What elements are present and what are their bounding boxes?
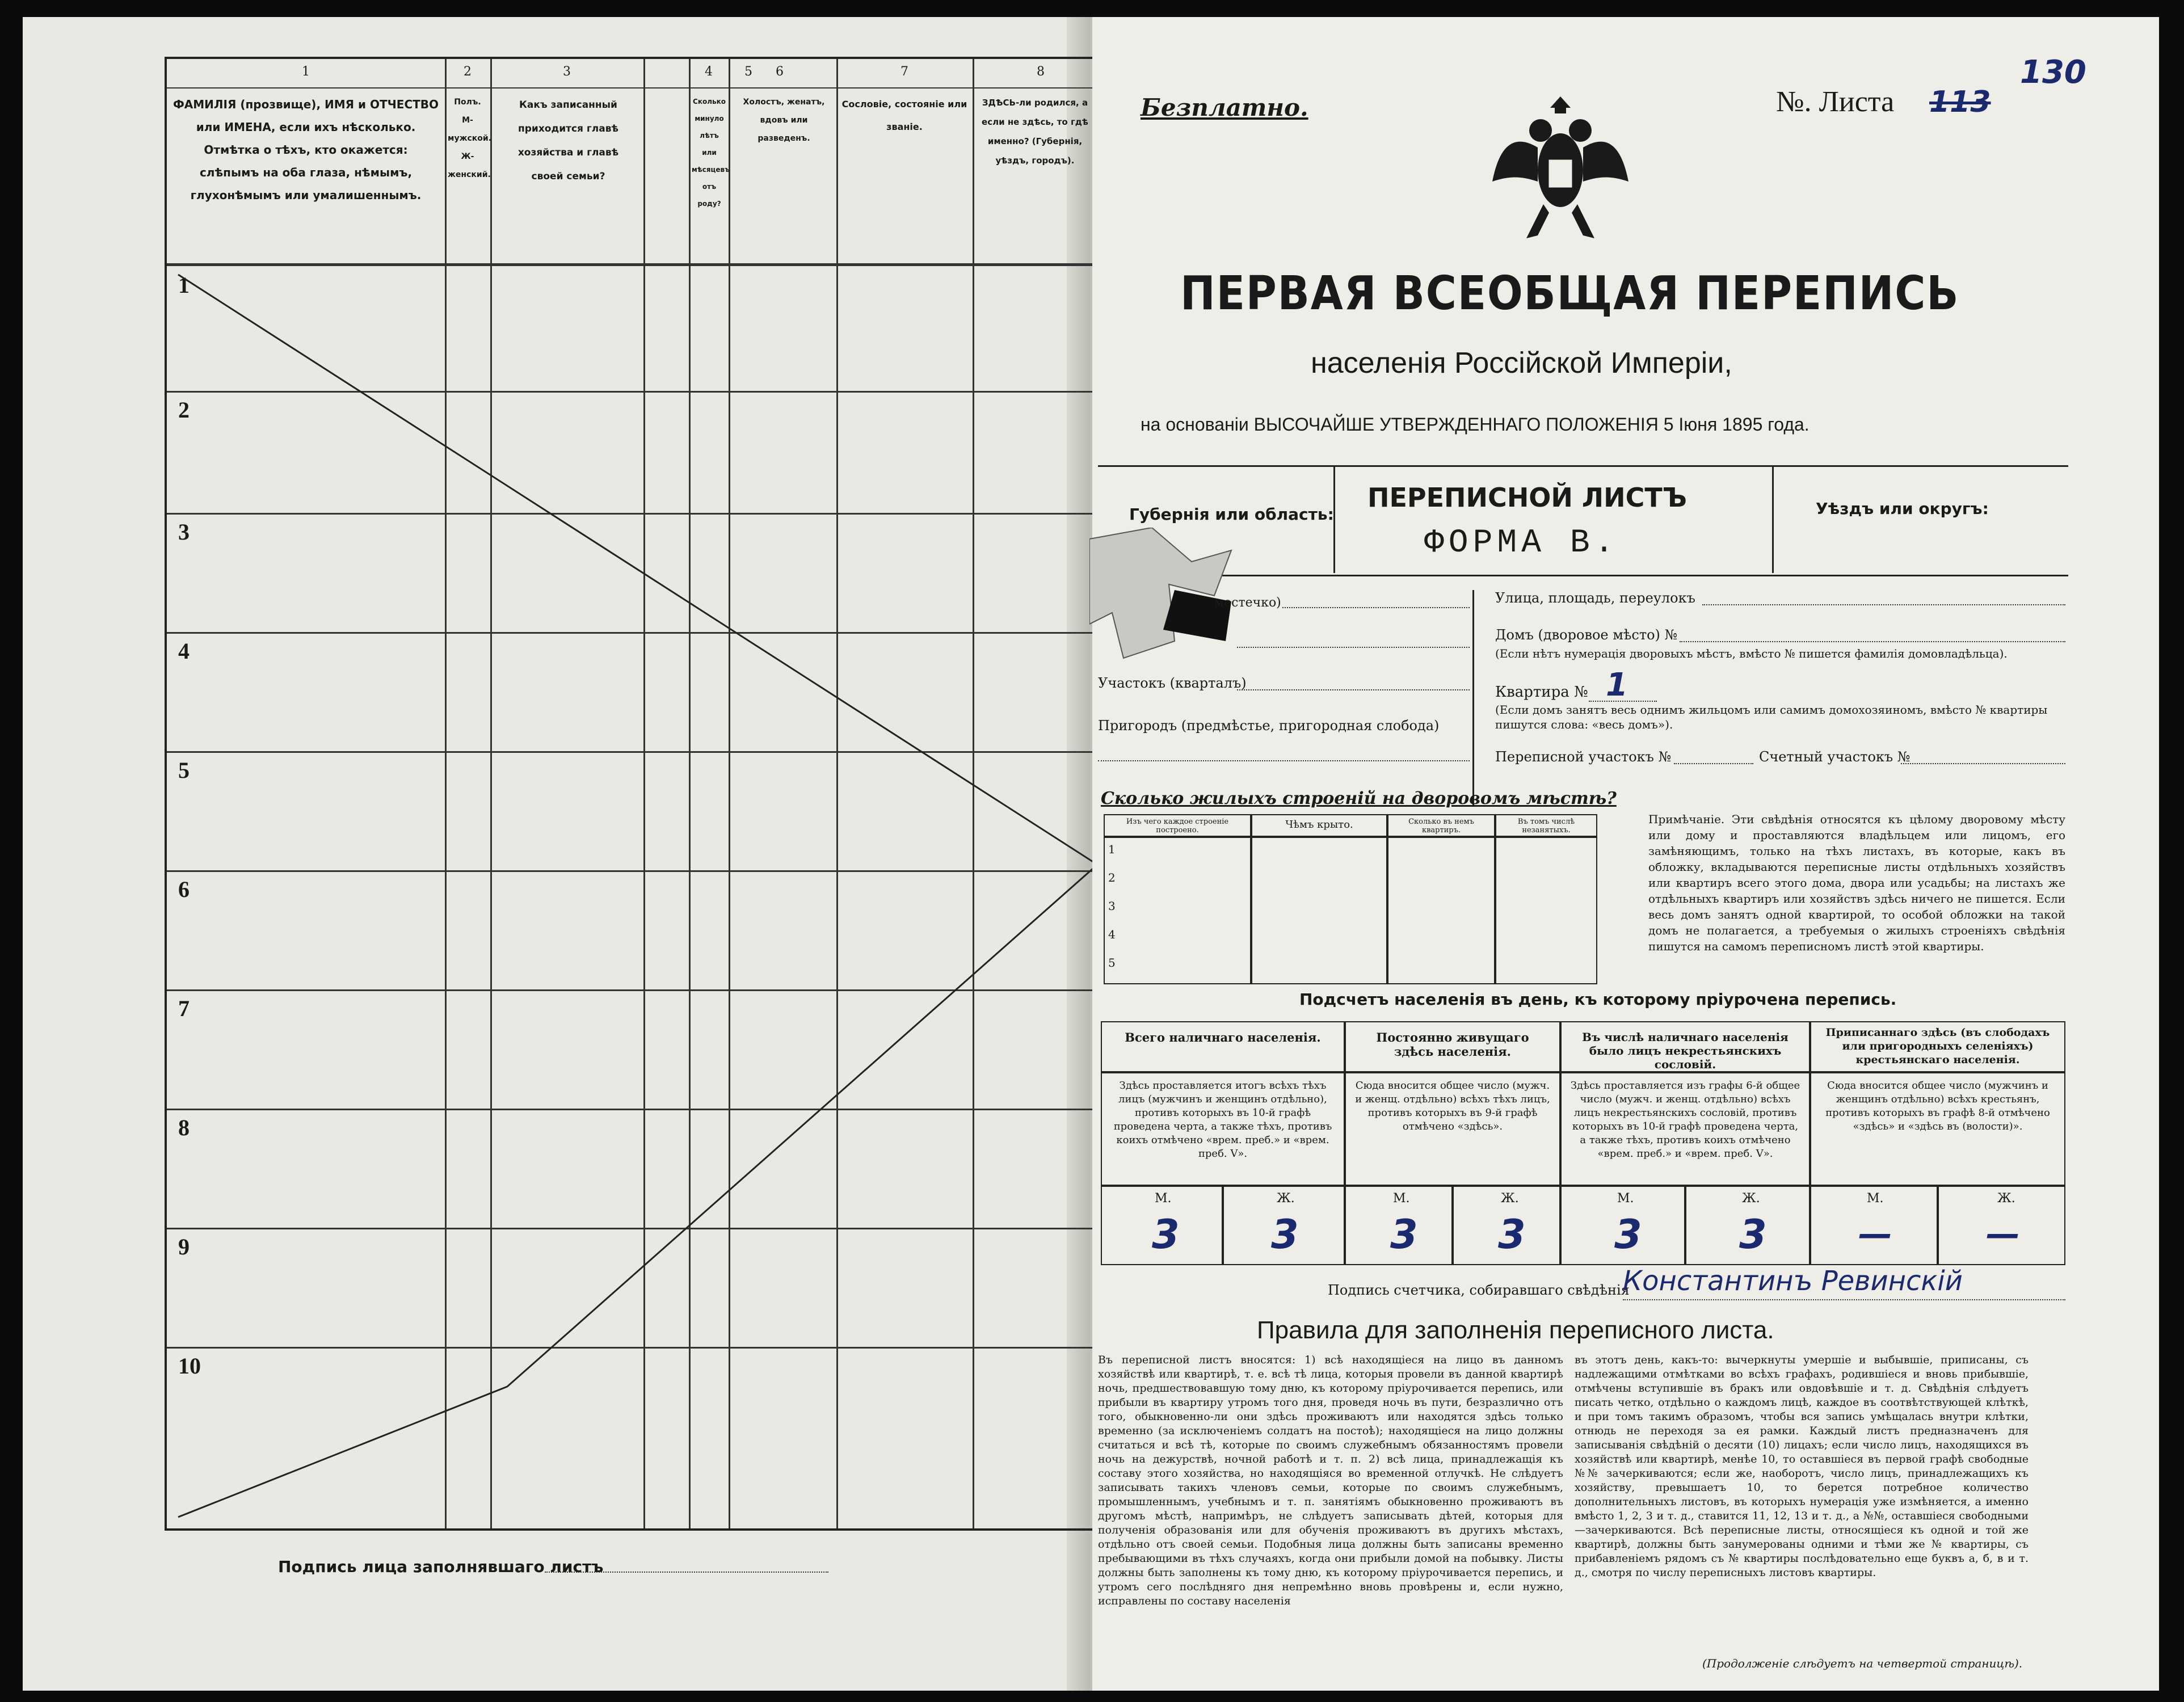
row-number: 9 [178,1234,190,1259]
page-title: ПЕРВАЯ ВСЕОБЩАЯ ПЕРЕПИСЬ [1180,267,1960,321]
rules-right-column: въ этотъ день, какъ-то: вычеркнуты умершіе и выбывшіе, приписаны, съ надлежащими отмѣтками во всѣхъ графахъ, родившіеся и вновь прибывшіе, отмѣчены вступившіе въ бракъ или овдовѣвшіе и т. д. Свѣдѣнія слѣдуетъ писать четко, отдѣльно о каждомъ лицѣ, каждое въ соотвѣтствующей клѣткѣ, и при томъ такимъ образомъ, чтобы вся запись умѣщалась внутри клѣтки, отнюдь не переходя за ея рамки. Каждый листъ предназначенъ для записыванія свѣдѣній о десяти (10) лицахъ; если число лицъ, находящихся въ хозяйствѣ или квартирѣ, менѣе 10, то оставшіеся въ первой графѣ свободные №№ зачеркиваются; если же, наоборотъ, число лицъ, принадлежащихъ къ хозяйству, превышаетъ 10, то берется потребное количество дополнительныхъ листовъ, въ которыхъ нумерація уже измѣняется, а именно вмѣсто 1, 2, 3 и т. д., ставится 11, 12, 13 и т. д., а №№, оставшіеся свободными—зачеркиваются. Всѣ переписные листы, относящіеся къ одной и той же квартирѣ, должны быть занумерованы одними и тѣми же № квартиры, съ прибавленіемъ рядомъ съ № квартиры послѣдовательно еще буквъ а, б, в и т. д., смотря по числу переписныхъ листовъ квартиры. [1575,1354,2029,1579]
count-value: 3 [1390,1211,1418,1258]
enumerator-signature: Константинъ Ревинскій [1623,1265,1963,1297]
row-number: 4 [178,638,190,664]
count-subheader: М. [1155,1191,1172,1206]
buildings-col [1251,837,1387,984]
row-number: 7 [178,996,190,1021]
buildings-col [1104,837,1251,984]
cancel-strokes [167,263,1097,1528]
quarter-label: Участокъ (кварталъ) [1098,675,1247,691]
row-number: 10 [178,1353,201,1379]
header-separator [167,87,1097,89]
header-sex: Полъ. М-мужской. Ж-женский. [448,98,492,179]
count-subheader: М. [1617,1191,1634,1206]
count-subheader: М. [1867,1191,1884,1206]
column-number: 4 [705,65,713,79]
buildings-row-number: 3 [1108,899,1116,913]
suburb-line [1098,760,1470,761]
row-number: 8 [178,1115,190,1140]
count-value: 3 [1271,1211,1299,1258]
count-header: Въ числѣ наличнаго населенія было лицъ некрестьянскихъ сословій. [1560,1021,1810,1072]
street-line [1702,604,2065,605]
left-signature-label: Подпись лица заполнявшаго листъ [278,1557,604,1576]
count-value: 3 [1614,1211,1642,1258]
count-subheader: Ж. [1501,1191,1519,1206]
count-title: Подсчетъ населенія въ день, къ которому пріурочена перепись. [1299,990,1897,1009]
count-value: 3 [1498,1211,1526,1258]
house-note: (Если нѣтъ нумерація дворовыхъ мѣстъ, вмѣсто № пишется фамилія домовладѣльца). [1495,647,2008,660]
counting-area-line [1901,763,2065,764]
district-label: Уѣздъ или округъ: [1816,499,1989,518]
count-header: Постоянно живущаго здѣсь населенія. [1345,1021,1560,1072]
buildings-note: Примѣчаніе. Эти свѣдѣнія относятся къ цѣлому дворовому мѣсту или дому и проставляются владѣльцем или лицомъ, его замѣняющимъ, только на тѣхъ листахъ, въ которые, какъ въ обложку, вкладываются переписные листы отдѣльныхъ хозяйствъ или квартиръ всего этого дома, двора или усадьбы; на листахъ же отдѣльныхъ квартиръ или хозяйствъ здѣсь ничего не пишется. Если весь домъ занятъ одной квартирой, то особой обложки на такой домъ не полагается, а требуемыя о жилыхъ строеніяхъ свѣдѣнія пишутся на самомъ переписномъ листѣ этой квартиры. [1648,812,2065,953]
buildings-row-number: 2 [1108,871,1116,884]
imperial-eagle-emblem [1487,85,1634,255]
count-note: Сюда вносится общее число (мужч. и женщ. отдѣльно) всѣхъ тѣхъ лицъ, противъ которыхъ въ 9-й графѣ отмѣчено «здѣсь». [1345,1072,1560,1186]
buildings-row-number: 4 [1108,928,1116,941]
form-name: ФОРМА В. [1424,525,1619,562]
count-value: 3 [1739,1211,1767,1258]
apartment-note: (Если домъ занятъ весь однимъ жильцомъ или самимъ домохозяиномъ, вмѣсто № квартиры пишутся слова: «весь домъ»). [1495,703,2048,731]
buildings-header: Чѣмъ крыто. [1251,814,1387,837]
header-estate: Сословіе, состояніе или званіе. [841,99,967,132]
column-number: 5 [744,65,752,79]
count-header: Приписаннаго здѣсь (въ слободахъ или пригородныхъ селеніяхъ) крестьянскаго населенія. [1810,1021,2065,1072]
count-value: — [1858,1214,1892,1254]
header-name: ФАМИЛІЯ (прозвище), ИМЯ и ОТЧЕСТВО или ИМЕНА, если ихъ нѣсколько. Отмѣтка о тѣхъ, кто окажется: слѣпымъ на оба глаза, нѣмымъ, глухонѣмымъ или умалишеннымъ. [172,98,439,202]
house-label: Домъ (дворовое мѣсто) № [1495,627,1678,643]
census-area-line [1674,763,1753,764]
enumerator-line [1623,1299,2065,1300]
row-number: 3 [178,519,190,545]
column-number: 7 [900,65,908,79]
row-number: 1 [178,272,190,298]
count-header: Всего наличнаго населенія. [1101,1021,1345,1072]
buildings-header: Изъ чего каждое строеніе построено. [1104,814,1251,837]
count-table [1101,1021,2065,1265]
buildings-header: Въ томъ числѣ незанятыхъ. [1495,814,1597,837]
count-subheader: Ж. [1997,1191,2015,1206]
header-marital: Холостъ, женатъ, вдовъ или разведенъ. [743,98,825,143]
column-number: 6 [776,65,784,79]
apartment-line [1589,701,1657,702]
count-note: Здѣсь проставляется изъ графы 6-й общее число (мужч. и женщ. отдѣльно) всѣхъ лицъ некрестьянскихъ сословій, противъ которыхъ въ 10-й графѣ проведена черта, а также тѣхъ, противъ коихъ отмѣчено «врем. преб.» и «врем. преб. V». [1560,1072,1810,1186]
quarter-line [1237,689,1470,690]
page-subtitle: населенія Россійской Имперіи, [1311,347,1732,380]
buildings-header: Сколько въ немъ квартиръ. [1387,814,1495,837]
count-subheader: Ж. [1742,1191,1760,1206]
column-number: 8 [1037,65,1045,79]
apartment-label: Квартира № [1495,684,1588,701]
buildings-row-number: 5 [1108,956,1116,970]
street-label: Улица, площадь, переулокъ [1495,590,1695,606]
buildings-col [1387,837,1495,984]
form-title: ПЕРЕПИСНОЙ ЛИСТЪ [1367,482,1687,513]
field-line [1237,647,1470,648]
row-number: 5 [178,757,190,783]
counting-area-label: Счетный участокъ № [1759,749,1911,765]
buildings-col [1495,837,1597,984]
row-number: 2 [178,397,190,423]
count-value: 3 [1152,1211,1180,1258]
header-age: Сколько минуло лѣтъ или мѣсяцевъ отъ роду? [692,98,730,208]
header-birthplace: ЗДѢСЬ-ли родился, а если не здѣсь, то гдѣ именно? (Губернія, уѣздъ, городъ). [982,98,1088,166]
free-label: Безплатно. [1141,94,1308,121]
suburb-label: Пригородъ (предмѣстье, пригородная слобода) [1098,718,1440,734]
left-signature-line [545,1572,828,1573]
count-note: Здѣсь проставляется итогъ всѣхъ тѣхъ лицъ (мужчинъ и женщинъ отдѣльно), противъ которыхъ въ 10-й графѣ проведена черта, а также тѣхъ, противъ коихъ отмѣчено «врем. преб.» и «врем. преб. V». [1101,1072,1345,1186]
rules-title: Правила для заполненія переписного листа. [1257,1316,1774,1344]
count-value: — [1986,1214,2020,1254]
field-divider [1472,590,1474,806]
column-number: 2 [464,65,472,79]
count-subheader: М. [1393,1191,1410,1206]
buildings-row-number: 1 [1108,842,1116,856]
count-subheader: Ж. [1277,1191,1295,1206]
sheet-number-corner: 130 [2020,54,2086,91]
sheet-number-crossed: 113 [1929,85,1991,119]
apartment-value: 1 [1606,667,1628,703]
town-label: местечко) [1214,596,1281,610]
census-area-label: Переписной участокъ № [1495,749,1672,765]
house-line [1680,641,2065,642]
buildings-question: Сколько жилыхъ строеній на дворовомъ мѣстѣ? [1101,789,1617,808]
buildings-table [1104,814,1603,984]
count-note: Сюда вносится общее число (мужчинъ и женщинъ отдѣльно) всѣхъ крестьянъ, противъ которыхъ въ графѣ 8-й отмѣчено «здѣсь» и «здѣсь въ (волости)». [1810,1072,2065,1186]
legal-basis: на основаніи ВЫСОЧАЙШЕ УТВЕРЖДЕННАГО ПОЛОЖЕНІЯ 5 Іюня 1895 года. [1141,414,1810,435]
row-number: 6 [178,877,190,902]
town-line [1282,607,1470,608]
header-relation: Какъ записанный приходится главѣ хозяйства и главѣ своей семьи? [517,99,619,182]
province-label: Губернія или область: [1129,505,1334,524]
rules-left-column: Въ переписной листъ вносятся: 1) всѣ находящіеся на лицо въ данномъ хозяйствѣ или квартирѣ, т. е. всѣ тѣ лица, которыя провели въ данной квартирѣ ночь, предшествовавшую тому дню, къ которому пріурочивается перепись, или прибыли въ квартиру утромъ того дня, проведя ночь въ пути, безразлично отъ того, обыкновенно-ли они здѣсь проживаютъ или находятся здѣсь только временно (за исключеніемъ солдатъ на постоѣ); находящіеся на лицо должны считаться и всѣ тѣ, которые по своимъ служебнымъ обязанностямъ провели ночь на дежурствѣ, ночной работѣ и т. п. 2) всѣ лица, принадлежащія къ составу этого хозяйства, но находящіяся во временной отлучкѣ. Не слѣдуетъ записывать такихъ членовъ семьи, которые по своимъ служебнымъ, промышленнымъ, учебнымъ и т. п. занятіямъ обыкновенно проживаютъ въ другомъ мѣстѣ, напримѣръ, не слѣдуетъ записывать дѣтей, которыя для полученія образованія или для обученія проживаютъ въ другихъ мѣстахъ, отдѣльно отъ своей семьи. Подобныя лица должны быть записаны временно пребывающими въ тѣхъ случаяхъ, когда они прибыли домой на побывку. Листы должны быть заполнены къ тому дню, къ которому пріурочивается перепись, и утромъ сего послѣдняго дня непремѣнно вновь провѣрены и, если нужно, исправлены по составу населенія [1098,1354,1563,1607]
column-number: 1 [302,65,310,79]
enumerator-label: Подпись счетчика, собиравшаго свѣдѣнія [1328,1282,1630,1298]
census-table [165,57,1100,1531]
column-number: 3 [563,65,571,79]
rules-continued: (Продолженіе слѣдуетъ на четвертой страницѣ). [1702,1657,2023,1670]
sheet-number-label: №. Листа [1776,86,1895,118]
